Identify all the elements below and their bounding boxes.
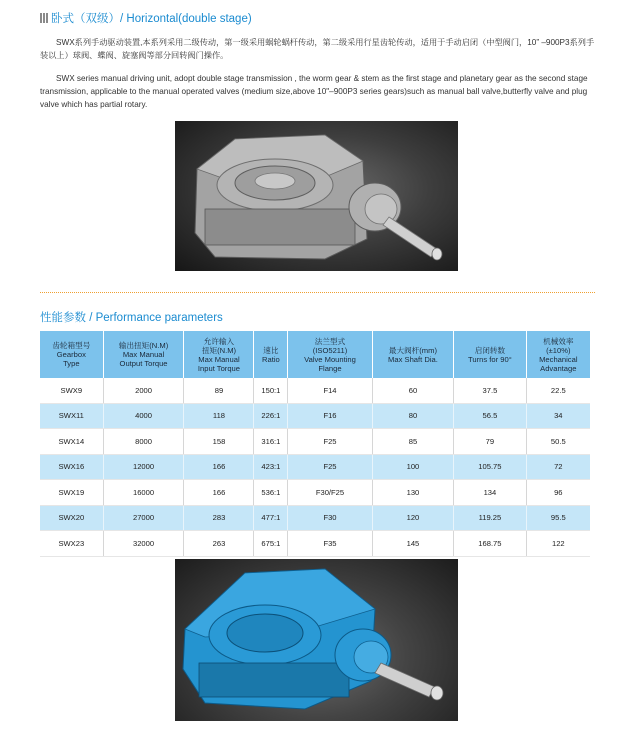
table-cell: F25 — [288, 429, 372, 455]
table-body — [40, 378, 590, 556]
table-cell: 100 — [372, 454, 454, 480]
table-cell: 27000 — [103, 505, 184, 531]
table-cell: 95.5 — [526, 505, 590, 531]
column-header-line: 齿轮箱型号 — [52, 341, 91, 350]
column-header — [40, 331, 103, 378]
table-cell: F30/F25 — [288, 480, 372, 506]
column-header — [288, 331, 372, 378]
table-cell: SWX11 — [40, 403, 103, 429]
table-cell: 158 — [184, 429, 254, 455]
column-header — [454, 331, 526, 378]
table-cell: 16000 — [103, 480, 184, 506]
column-header-line: (±10%) — [546, 345, 571, 355]
table-cell: SWX20 — [40, 505, 103, 531]
section-title-horizontal — [40, 10, 252, 26]
table-cell: SWX14 — [40, 429, 103, 455]
column-header-line: Turns for 90° — [468, 354, 512, 364]
section-divider — [40, 292, 595, 293]
column-header — [254, 331, 288, 378]
performance-title: 性能参数 / Performance parameters — [40, 312, 223, 324]
gearbox-photo-gray — [175, 121, 458, 271]
table-cell: 85 — [372, 429, 454, 455]
column-header-line: Advantage — [540, 363, 577, 373]
table-cell: 79 — [454, 429, 526, 455]
column-header-line: Ratio — [262, 354, 280, 364]
table-row — [40, 378, 590, 403]
table-row — [40, 531, 590, 557]
description-english: SWX series manual driving unit, adopt double stage transmission , the worm gear & stem as the first stage and planetary gear as the second stage transmission, applicable to the manual operated valves (medium size,above 10"–900P3 series gears)such as manual ball valve,butterfly valve and plug valve which has partial rotary. — [40, 74, 588, 109]
title-bars-icon — [40, 13, 48, 23]
table-cell: 89 — [184, 378, 254, 403]
section-title-text: 卧式（双级）/ Horizontal(double stage) — [51, 13, 252, 25]
table-cell: 166 — [184, 480, 254, 506]
table-cell: 22.5 — [526, 378, 590, 403]
table-cell: 134 — [454, 480, 526, 506]
table-cell: 96 — [526, 480, 590, 506]
table-cell: F25 — [288, 454, 372, 480]
table-cell: 119.25 — [454, 505, 526, 531]
table-cell: 150:1 — [254, 378, 288, 403]
table-cell: 34 — [526, 403, 590, 429]
column-header — [103, 331, 184, 378]
column-header-line: 输出扭矩(N.M) — [118, 341, 169, 350]
table-cell: 60 — [372, 378, 454, 403]
table-cell: F30 — [288, 505, 372, 531]
table-cell: 2000 — [103, 378, 184, 403]
table-row — [40, 505, 590, 531]
table-cell: F16 — [288, 403, 372, 429]
table-cell: 166 — [184, 454, 254, 480]
table-cell: 145 — [372, 531, 454, 557]
table-row — [40, 480, 590, 506]
table-cell: 105.75 — [454, 454, 526, 480]
table-cell: 226:1 — [254, 403, 288, 429]
column-header — [184, 331, 254, 378]
table-cell: 283 — [184, 505, 254, 531]
table-row — [40, 454, 590, 480]
column-header-line: 允许输入 — [203, 336, 235, 346]
table-cell: SWX23 — [40, 531, 103, 557]
column-header-line: Type — [63, 359, 80, 368]
table-cell: 263 — [184, 531, 254, 557]
table-cell: 536:1 — [254, 480, 288, 506]
table-cell: 50.5 — [526, 429, 590, 455]
table-cell: 37.5 — [454, 378, 526, 403]
column-header-line: Gearbox — [56, 350, 86, 359]
column-header-line: Input Torque — [197, 363, 241, 373]
table-cell: 8000 — [103, 429, 184, 455]
table-cell: 118 — [184, 403, 254, 429]
column-header-line: (ISO5211) — [312, 345, 348, 355]
table-cell: 56.5 — [454, 403, 526, 429]
column-header-line: Max Manual — [122, 350, 165, 359]
column-header-line: 机械效率 — [543, 336, 574, 346]
column-header-line: 速比 — [263, 345, 279, 355]
table-cell: 12000 — [103, 454, 184, 480]
gearbox-photo-blue — [175, 559, 458, 721]
table-cell: 423:1 — [254, 454, 288, 480]
column-header — [526, 331, 590, 378]
table-cell: F14 — [288, 378, 372, 403]
table-cell: SWX19 — [40, 480, 103, 506]
column-header-line: Mechanical — [539, 354, 578, 364]
table-cell: 675:1 — [254, 531, 288, 557]
table-header-row — [40, 331, 590, 378]
column-header-line: 最大阀杆(mm) — [388, 345, 437, 355]
table-cell: SWX16 — [40, 454, 103, 480]
table-row — [40, 429, 590, 455]
column-header-line: Output Torque — [119, 359, 168, 368]
table-cell: SWX9 — [40, 378, 103, 403]
table-cell: 122 — [526, 531, 590, 557]
table-cell: 72 — [526, 454, 590, 480]
column-header-line: Max Manual — [198, 354, 240, 364]
table-cell: 32000 — [103, 531, 184, 557]
table-cell: 130 — [372, 480, 454, 506]
table-cell: F35 — [288, 531, 372, 557]
column-header-line: Flange — [318, 363, 342, 373]
column-header-line: 法兰型式 — [314, 336, 346, 346]
column-header-line: Max Shaft Dia. — [388, 354, 438, 364]
table-cell: 168.75 — [454, 531, 526, 557]
description-chinese: SWX系列手动驱动装置,本系列采用二级传动，第一级采用蜗轮蜗杆传动，第二级采用行星齿轮传动，适用于手动启闭（中型阀门，10” –900P3系列手装以上）球阀、蝶阀、旋塞阀等部分回转阀门操作。 — [40, 38, 595, 60]
column-header-line: 启闭转数 — [474, 345, 506, 355]
table-cell: 316:1 — [254, 429, 288, 455]
performance-table — [40, 331, 590, 557]
column-header — [372, 331, 454, 378]
table-row — [40, 403, 590, 429]
table-cell: 477:1 — [254, 505, 288, 531]
table-cell: 80 — [372, 403, 454, 429]
table-cell: 120 — [372, 505, 454, 531]
column-header-line: Valve Mounting — [304, 354, 356, 364]
table-cell: 4000 — [103, 403, 184, 429]
column-header-line: 扭矩(N.M) — [201, 345, 237, 355]
